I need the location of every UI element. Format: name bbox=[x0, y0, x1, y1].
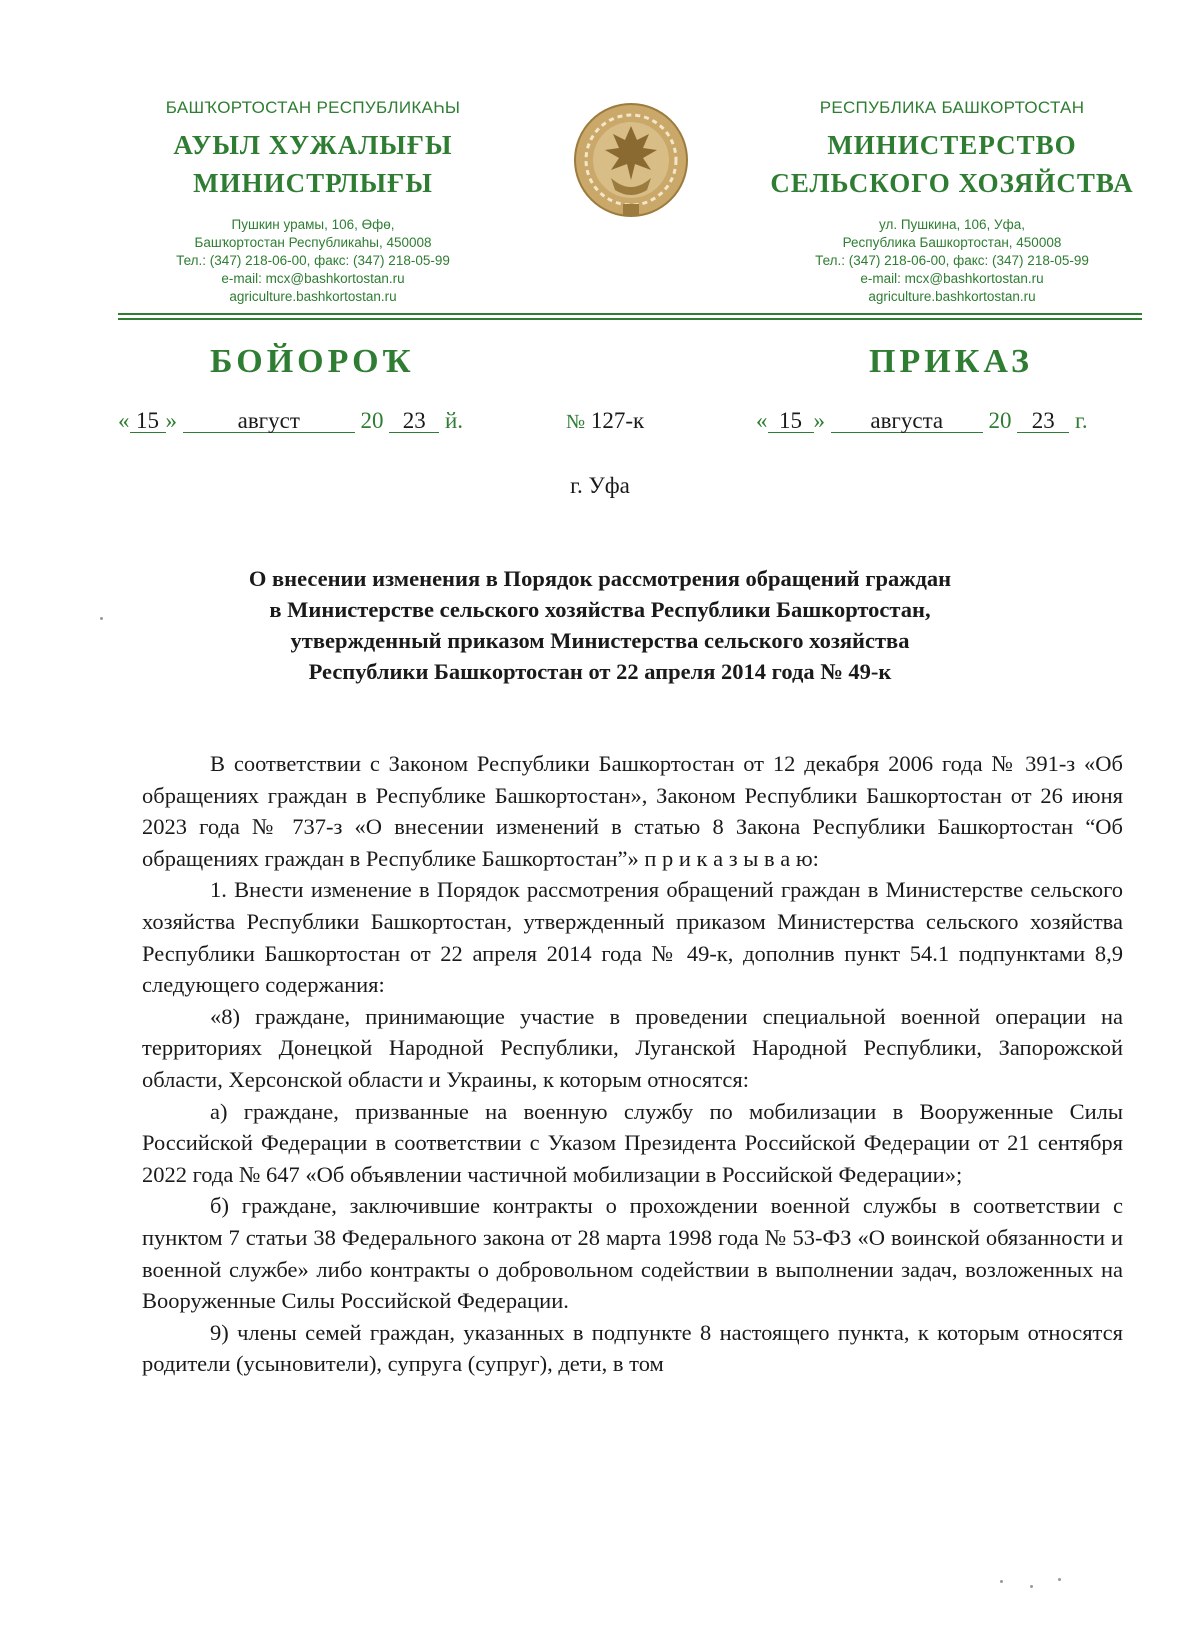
date-day: 15 bbox=[768, 410, 814, 433]
email-line: e-mail: mcx@bashkortostan.ru bbox=[221, 271, 405, 286]
body-paragraph: 1. Внести изменение в Порядок рассмотрения обращений граждан в Министерстве сельского хозяйства Республики Башкортостан, утвержденный приказом Министерства сельского хозяйства Республики Башкортостан от 22 апреля 2014 года № 49-к, дополнив пункт 54.1 подпунктами 8,9 следующего содержания: bbox=[142, 877, 1123, 998]
ministry-name-line: АУЫЛ ХУЖАЛЫҒЫ bbox=[173, 130, 453, 160]
letterhead-ministry-name bbox=[103, 126, 523, 202]
address-line: Башҡортостан Республикаһы, 450008 bbox=[194, 235, 432, 250]
date-month: август bbox=[183, 410, 355, 433]
email-line: e-mail: mcx@bashkortostan.ru bbox=[860, 271, 1044, 286]
city: г. Уфа bbox=[570, 473, 630, 498]
address-line: Республика Башкортостан, 450008 bbox=[842, 235, 1062, 250]
year-suffix: 23 bbox=[1017, 410, 1069, 433]
quote-open: « bbox=[756, 408, 768, 433]
letterhead-russian bbox=[742, 98, 1162, 306]
date-month: августа bbox=[831, 410, 983, 433]
scan-speck bbox=[1000, 1580, 1003, 1583]
coat-of-arms-icon bbox=[571, 100, 691, 224]
title-line: утвержденный приказом Министерства сельского хозяйства bbox=[290, 628, 910, 653]
body-paragraph: «8) граждане, принимающие участие в проведении специальной военной операции на территориях Донецкой Народной Республики, Луганской Народной Республики, Запорожской области, Херсонской области и Украины, к которым относятся: bbox=[142, 1003, 1123, 1092]
phone-line: Тел.: (347) 218-06-00, факс: (347) 218-05-99 bbox=[815, 253, 1089, 268]
letterhead-divider bbox=[118, 313, 1142, 315]
ministry-name-line: МИНИСТЕРСТВО bbox=[827, 130, 1077, 160]
date-day: 15 bbox=[130, 410, 166, 433]
year-prefix: 20 bbox=[988, 408, 1012, 433]
letterhead-address bbox=[103, 216, 523, 306]
quote-open: « bbox=[118, 408, 130, 433]
letterhead-divider bbox=[118, 318, 1142, 320]
address-line: ул. Пушкина, 106, Уфа, bbox=[879, 217, 1025, 232]
date-russian bbox=[756, 408, 1088, 434]
number-value: 127-к bbox=[590, 408, 645, 433]
title-line: О внесении изменения в Порядок рассмотрения обращений граждан bbox=[248, 566, 952, 591]
year-unit: г. bbox=[1075, 408, 1088, 433]
body-paragraph: б) граждане, заключившие контракты о прохождении военной службы в соответствии с пунктом 7 статьи 38 Федерального закона от 28 марта 1998 года № 53-ФЗ «О воинской обязанности и военной службе» либо контракты о добровольном содействии в выполнении задач, возложенных на Вооруженные Силы Российской Федерации. bbox=[142, 1193, 1123, 1314]
body-paragraph: а) граждане, призванные на военную службу по мобилизации в Вооруженные Силы Российской Федерации в соответствии с Указом Президента Российской Федерации от 21 сентября 2022 года № 647 «Об объявлении частичной мобилизации в Российской Федерации»; bbox=[142, 1098, 1123, 1187]
website-line: agriculture.bashkortostan.ru bbox=[868, 289, 1036, 304]
phone-line: Тел.: (347) 218-06-00, факс: (347) 218-05-99 bbox=[176, 253, 450, 268]
scan-speck bbox=[1058, 1578, 1061, 1581]
quote-close: » bbox=[813, 408, 825, 433]
letterhead-bashkir bbox=[103, 98, 523, 306]
ministry-name-line: СЕЛЬСКОГО ХОЗЯЙСТВА bbox=[770, 168, 1134, 198]
doc-type-russian: ПРИКАЗ bbox=[869, 343, 1033, 380]
quote-close: » bbox=[165, 408, 177, 433]
scan-speck bbox=[100, 617, 103, 620]
letterhead-country: РЕСПУБЛИКА БАШКОРТОСТАН bbox=[819, 98, 1085, 117]
ministry-name-line: МИНИСТРЛЫҒЫ bbox=[193, 168, 433, 198]
title-line: Республики Башкортостан от 22 апреля 2014 года № 49-к bbox=[308, 659, 892, 684]
date-bashkir bbox=[118, 408, 463, 434]
document-title bbox=[140, 563, 1060, 687]
scan-speck bbox=[1030, 1585, 1033, 1588]
number-sign: № bbox=[566, 411, 586, 433]
address-line: Пушкин урамы, 106, Өфө, bbox=[231, 217, 395, 232]
order-number bbox=[566, 408, 644, 434]
website-line: agriculture.bashkortostan.ru bbox=[229, 289, 397, 304]
year-prefix: 20 bbox=[360, 408, 384, 433]
letterhead-ministry-name bbox=[742, 126, 1162, 202]
doc-type-bashkir: БОЙОРОҠ bbox=[210, 343, 415, 380]
letterhead-country: БАШҠОРТОСТАН РЕСПУБЛИКАҺЫ bbox=[165, 98, 461, 117]
title-line: в Министерстве сельского хозяйства Республики Башкортостан, bbox=[269, 597, 931, 622]
body-paragraph: 9) члены семей граждан, указанных в подпункте 8 настоящего пункта, к которым относятся родители (усыновители), супруга (супруг), дети, в том bbox=[142, 1319, 1123, 1377]
letterhead-address bbox=[742, 216, 1162, 306]
year-unit: й. bbox=[445, 408, 464, 433]
year-suffix: 23 bbox=[389, 410, 439, 433]
document-body bbox=[142, 748, 1123, 1380]
body-paragraph: В соответствии с Законом Республики Башкортостан от 12 декабря 2006 года № 391-з «Об обращениях граждан в Республике Башкортостан», Законом Республики Башкортостан от 26 июня 2023 года № 737-з «О внесении изменений в статью 8 Закона Республики Башкортостан “Об обращениях граждан в Республике Башкортостан”» п р и к а з ы в а ю: bbox=[142, 751, 1123, 871]
